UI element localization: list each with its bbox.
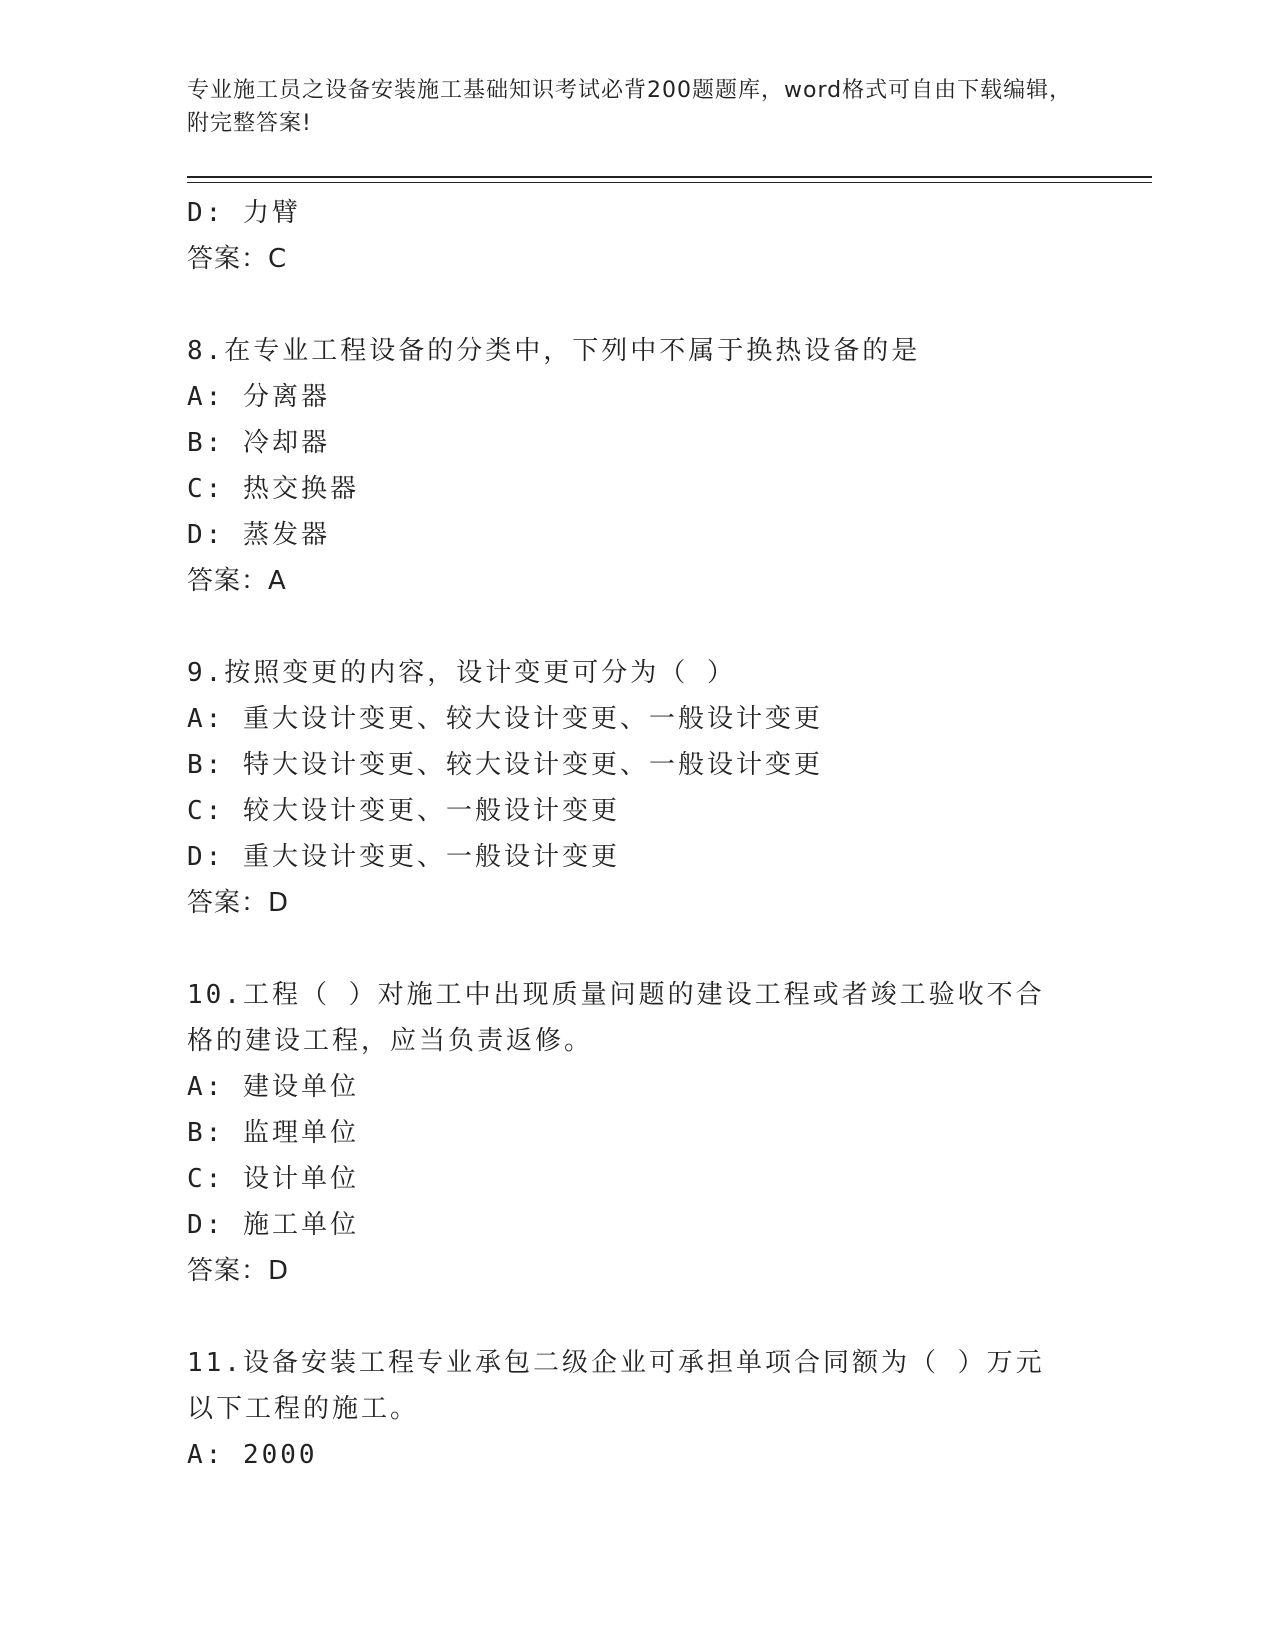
spacer [187, 604, 1087, 650]
option-c: C: 设计单位 [187, 1164, 359, 1194]
answer: 答案：C [187, 244, 288, 274]
option-b: B: 冷却器 [187, 428, 330, 458]
question-block-8 [187, 328, 1087, 604]
option-c: C: 较大设计变更、一般设计变更 [187, 796, 620, 826]
spacer [187, 1294, 1087, 1340]
document-title: 专业施工员之设备安装施工基础知识考试必背200题题库，word格式可自由下载编辑，附完整答案! [187, 78, 1073, 136]
option-a: A: 2000 [187, 1440, 318, 1470]
question-block-9 [187, 650, 1087, 926]
option-d: D: 重大设计变更、一般设计变更 [187, 842, 620, 872]
option-d: D: 蒸发器 [187, 520, 330, 550]
header-divider [187, 176, 1152, 183]
question-block-11 [187, 1340, 1087, 1478]
question-block-10 [187, 972, 1087, 1294]
question-list [187, 190, 1087, 1478]
option-d: D: 施工单位 [187, 1210, 359, 1240]
option-d: D: 力臂 [187, 198, 301, 228]
option-c: C: 热交换器 [187, 474, 359, 504]
answer: 答案：D [187, 888, 290, 918]
question-stem: 10.工程（ ）对施工中出现质量问题的建设工程或者竣工验收不合格的建设工程，应当负责返修。 [187, 980, 1045, 1056]
option-a: A: 建设单位 [187, 1072, 359, 1102]
question-stem: 11.设备安装工程专业承包二级企业可承担单项合同额为（ ）万元以下工程的施工。 [187, 1348, 1045, 1424]
question-stem: 9.按照变更的内容，设计变更可分为（ ） [187, 658, 736, 688]
option-a: A: 重大设计变更、较大设计变更、一般设计变更 [187, 704, 823, 734]
option-a: A: 分离器 [187, 382, 330, 412]
spacer [187, 926, 1087, 972]
question-block-prev [187, 190, 1087, 282]
answer: 答案：A [187, 566, 287, 596]
option-b: B: 特大设计变更、较大设计变更、一般设计变更 [187, 750, 823, 780]
page-header [187, 74, 1087, 140]
answer: 答案：D [187, 1256, 290, 1286]
question-stem: 8.在专业工程设备的分类中，下列中不属于换热设备的是 [187, 336, 921, 366]
option-b: B: 监理单位 [187, 1118, 359, 1148]
spacer [187, 282, 1087, 328]
